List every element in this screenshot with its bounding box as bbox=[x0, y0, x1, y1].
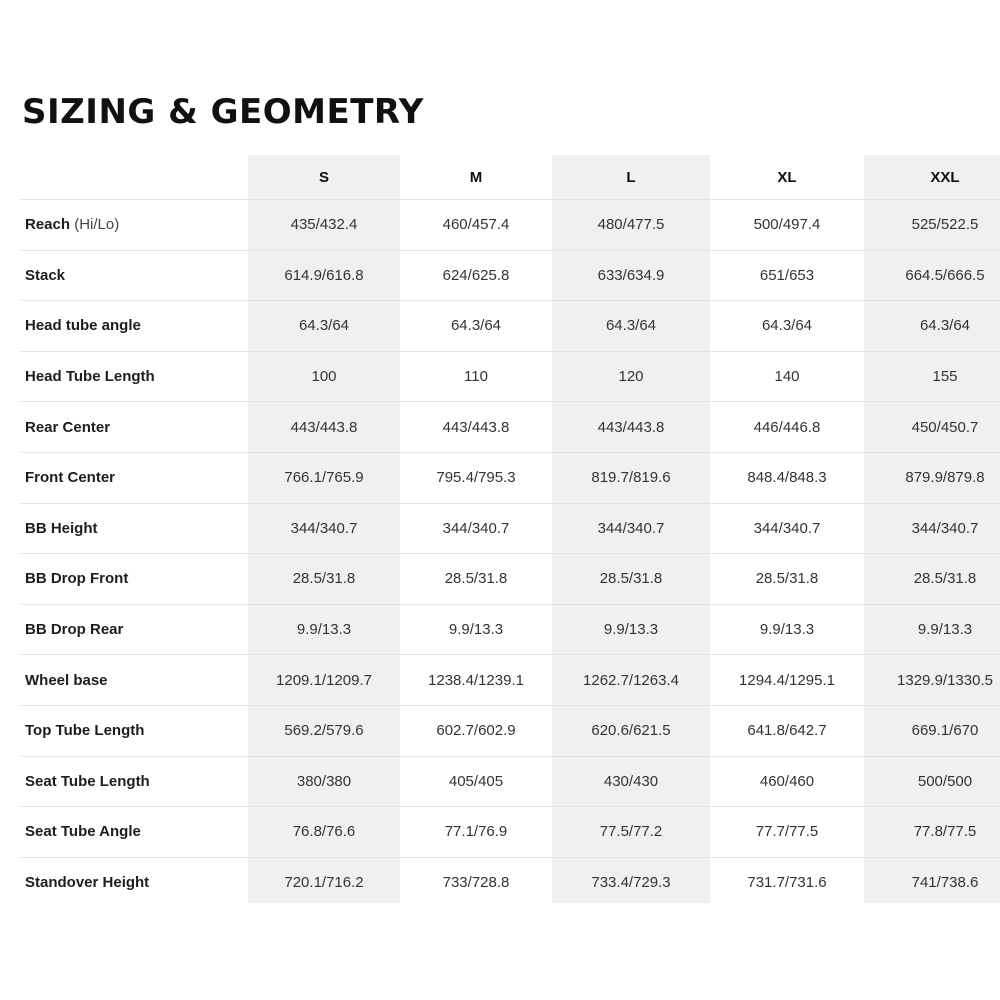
value-cell: 500/500 bbox=[864, 756, 1000, 807]
row-label bbox=[21, 655, 248, 706]
row-label-text: Seat Tube Angle bbox=[25, 823, 141, 841]
value-cell: 344/340.7 bbox=[552, 503, 710, 554]
value-cell: 633/634.9 bbox=[552, 250, 710, 301]
value-cell: 9.9/13.3 bbox=[710, 604, 864, 655]
value-cell: 669.1/670 bbox=[864, 705, 1000, 756]
table-row bbox=[21, 200, 1000, 251]
table-row bbox=[21, 655, 1000, 706]
row-label bbox=[21, 250, 248, 301]
value-cell: 77.8/77.5 bbox=[864, 807, 1000, 858]
value-cell: 405/405 bbox=[400, 756, 552, 807]
value-cell: 879.9/879.8 bbox=[864, 452, 1000, 503]
size-header: XL bbox=[710, 155, 864, 200]
table-row bbox=[21, 807, 1000, 858]
value-cell: 720.1/716.2 bbox=[248, 857, 400, 903]
value-cell: 766.1/765.9 bbox=[248, 452, 400, 503]
value-cell: 819.7/819.6 bbox=[552, 452, 710, 503]
page-title: SIZING & GEOMETRY bbox=[22, 92, 424, 132]
row-label-text: Reach bbox=[25, 216, 71, 234]
value-cell: 446/446.8 bbox=[710, 402, 864, 453]
row-label-text: Stack bbox=[25, 266, 66, 284]
value-cell: 1209.1/1209.7 bbox=[248, 655, 400, 706]
value-cell: 64.3/64 bbox=[864, 301, 1000, 352]
value-cell: 664.5/666.5 bbox=[864, 250, 1000, 301]
value-cell: 344/340.7 bbox=[248, 503, 400, 554]
value-cell: 641.8/642.7 bbox=[710, 705, 864, 756]
table-row bbox=[21, 301, 1000, 352]
value-cell: 28.5/31.8 bbox=[400, 554, 552, 605]
value-cell: 460/457.4 bbox=[400, 200, 552, 251]
table-row bbox=[21, 857, 1000, 903]
value-cell: 1294.4/1295.1 bbox=[710, 655, 864, 706]
value-cell: 28.5/31.8 bbox=[710, 554, 864, 605]
value-cell: 9.9/13.3 bbox=[248, 604, 400, 655]
value-cell: 344/340.7 bbox=[710, 503, 864, 554]
row-label-text: BB Drop Front bbox=[25, 570, 129, 588]
row-label-text: BB Drop Rear bbox=[25, 621, 124, 639]
table-row bbox=[21, 452, 1000, 503]
row-label bbox=[21, 807, 248, 858]
size-header-row bbox=[21, 155, 1000, 200]
row-label bbox=[21, 857, 248, 903]
table-row bbox=[21, 402, 1000, 453]
value-cell: 1262.7/1263.4 bbox=[552, 655, 710, 706]
table-row bbox=[21, 503, 1000, 554]
row-label bbox=[21, 705, 248, 756]
value-cell: 140 bbox=[710, 351, 864, 402]
value-cell: 525/522.5 bbox=[864, 200, 1000, 251]
row-label bbox=[21, 756, 248, 807]
value-cell: 741/738.6 bbox=[864, 857, 1000, 903]
value-cell: 430/430 bbox=[552, 756, 710, 807]
header-blank-cell bbox=[21, 155, 248, 200]
value-cell: 1238.4/1239.1 bbox=[400, 655, 552, 706]
row-label bbox=[21, 402, 248, 453]
size-header: M bbox=[400, 155, 552, 200]
value-cell: 460/460 bbox=[710, 756, 864, 807]
value-cell: 614.9/616.8 bbox=[248, 250, 400, 301]
value-cell: 77.7/77.5 bbox=[710, 807, 864, 858]
row-label-text: Rear Center bbox=[25, 418, 111, 436]
geometry-table bbox=[21, 155, 1000, 903]
value-cell: 344/340.7 bbox=[400, 503, 552, 554]
value-cell: 651/653 bbox=[710, 250, 864, 301]
value-cell: 435/432.4 bbox=[248, 200, 400, 251]
value-cell: 620.6/621.5 bbox=[552, 705, 710, 756]
value-cell: 380/380 bbox=[248, 756, 400, 807]
value-cell: 733.4/729.3 bbox=[552, 857, 710, 903]
row-label bbox=[21, 554, 248, 605]
value-cell: 443/443.8 bbox=[248, 402, 400, 453]
value-cell: 64.3/64 bbox=[552, 301, 710, 352]
row-label-text: BB Height bbox=[25, 519, 98, 537]
value-cell: 602.7/602.9 bbox=[400, 705, 552, 756]
value-cell: 480/477.5 bbox=[552, 200, 710, 251]
table-row bbox=[21, 705, 1000, 756]
value-cell: 28.5/31.8 bbox=[552, 554, 710, 605]
row-label-text: Head Tube Length bbox=[25, 368, 155, 386]
table-row bbox=[21, 756, 1000, 807]
row-label-text: Seat Tube Length bbox=[25, 772, 150, 790]
row-label bbox=[21, 200, 248, 251]
row-label-text: Top Tube Length bbox=[25, 722, 145, 740]
geometry-table-container bbox=[21, 155, 1000, 903]
value-cell: 624/625.8 bbox=[400, 250, 552, 301]
row-label bbox=[21, 604, 248, 655]
row-label-text: Head tube angle bbox=[25, 317, 141, 335]
row-label bbox=[21, 452, 248, 503]
row-label-text: Front Center bbox=[25, 469, 115, 487]
table-row bbox=[21, 554, 1000, 605]
row-label-note: (Hi/Lo) bbox=[74, 216, 120, 234]
value-cell: 120 bbox=[552, 351, 710, 402]
value-cell: 795.4/795.3 bbox=[400, 452, 552, 503]
value-cell: 9.9/13.3 bbox=[400, 604, 552, 655]
size-header: S bbox=[248, 155, 400, 200]
row-label-text: Standover Height bbox=[25, 874, 150, 892]
value-cell: 76.8/76.6 bbox=[248, 807, 400, 858]
value-cell: 569.2/579.6 bbox=[248, 705, 400, 756]
value-cell: 443/443.8 bbox=[552, 402, 710, 453]
value-cell: 28.5/31.8 bbox=[864, 554, 1000, 605]
row-label bbox=[21, 351, 248, 402]
value-cell: 848.4/848.3 bbox=[710, 452, 864, 503]
row-label-text: Wheel base bbox=[25, 671, 108, 689]
value-cell: 1329.9/1330.5 bbox=[864, 655, 1000, 706]
value-cell: 344/340.7 bbox=[864, 503, 1000, 554]
value-cell: 450/450.7 bbox=[864, 402, 1000, 453]
value-cell: 731.7/731.6 bbox=[710, 857, 864, 903]
size-header: XXL bbox=[864, 155, 1000, 200]
value-cell: 100 bbox=[248, 351, 400, 402]
value-cell: 443/443.8 bbox=[400, 402, 552, 453]
row-label bbox=[21, 301, 248, 352]
table-row bbox=[21, 351, 1000, 402]
size-header: L bbox=[552, 155, 710, 200]
value-cell: 9.9/13.3 bbox=[552, 604, 710, 655]
table-row bbox=[21, 604, 1000, 655]
value-cell: 155 bbox=[864, 351, 1000, 402]
value-cell: 110 bbox=[400, 351, 552, 402]
value-cell: 64.3/64 bbox=[248, 301, 400, 352]
value-cell: 28.5/31.8 bbox=[248, 554, 400, 605]
value-cell: 9.9/13.3 bbox=[864, 604, 1000, 655]
value-cell: 733/728.8 bbox=[400, 857, 552, 903]
value-cell: 64.3/64 bbox=[400, 301, 552, 352]
value-cell: 64.3/64 bbox=[710, 301, 864, 352]
value-cell: 500/497.4 bbox=[710, 200, 864, 251]
row-label bbox=[21, 503, 248, 554]
value-cell: 77.5/77.2 bbox=[552, 807, 710, 858]
value-cell: 77.1/76.9 bbox=[400, 807, 552, 858]
geometry-rows bbox=[21, 200, 1000, 904]
table-row bbox=[21, 250, 1000, 301]
